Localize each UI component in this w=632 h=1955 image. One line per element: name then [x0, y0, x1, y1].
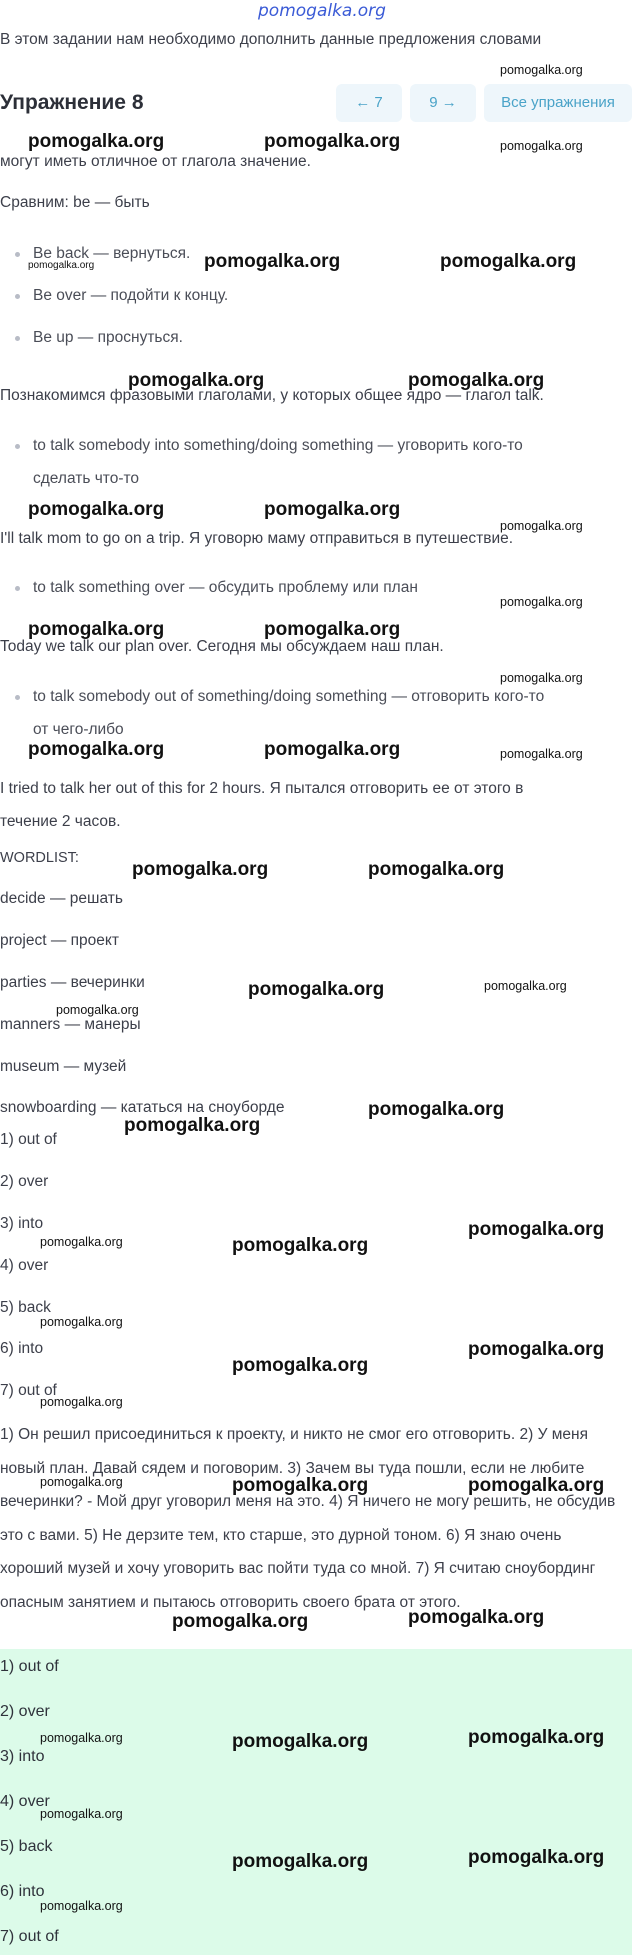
watermark: pomogalka.org [468, 1475, 605, 1496]
watermark: pomogalka.org [500, 519, 583, 533]
prev-exercise-label: 7 [374, 94, 383, 111]
wordlist-item: project — проект [0, 932, 119, 949]
watermark: pomogalka.org [232, 1475, 369, 1496]
wordlist-item: manners — манеры [0, 1016, 141, 1033]
watermark: pomogalka.org [248, 979, 385, 1000]
solution-item: 6) into [0, 1340, 44, 1357]
watermark: pomogalka.org [500, 747, 583, 761]
answer-item: 5) back [0, 1838, 53, 1855]
watermark: pomogalka.org [28, 260, 95, 271]
answer-item: 4) over [0, 1793, 50, 1810]
watermark: pomogalka.org [128, 370, 265, 391]
be-over-item: Be over — подойти к концу. [33, 287, 229, 304]
watermark: pomogalka.org [40, 1235, 123, 1249]
talk-over-item: to talk something over — обсудить проблему или план [33, 579, 418, 596]
talk-into-item: to talk somebody into something/doing something — уговорить кого-то [33, 437, 523, 454]
solution-item: 1) out of [0, 1131, 57, 1148]
answer-item: 3) into [0, 1748, 45, 1765]
prev-exercise-button[interactable] [336, 84, 402, 122]
watermark: pomogalka.org [468, 1219, 605, 1240]
talk-intro: Познакомимся фразовыми глаголами, у которых общее ядро — глагол talk. [0, 387, 544, 404]
compare-text: Сравним: be — быть [0, 194, 150, 211]
watermark: pomogalka.org [264, 619, 401, 640]
watermark: pomogalka.org [40, 1899, 123, 1913]
watermark: pomogalka.org [368, 859, 505, 880]
watermark: pomogalka.org [40, 1475, 123, 1489]
wordlist-item: parties — вечеринки [0, 974, 145, 991]
bullet-dot [15, 294, 20, 299]
bullet-dot [15, 252, 20, 257]
be-back-item: Be back — вернуться. [33, 245, 191, 262]
watermark: pomogalka.org [500, 139, 583, 153]
watermark: pomogalka.org [232, 1355, 369, 1376]
talk-into-item-cont: сделать что-то [33, 470, 140, 487]
watermark: pomogalka.org [368, 1099, 505, 1120]
talk-into-example: I'll talk mom to go on a trip. Я уговорю маму отправиться в путешествие. [0, 530, 514, 547]
talk-out-item-cont: от чего-либо [33, 721, 124, 738]
watermark: pomogalka.org [132, 859, 269, 880]
watermark: pomogalka.org [264, 499, 401, 520]
watermark: pomogalka.org [28, 131, 165, 152]
bullet-dot [15, 695, 20, 700]
watermark: pomogalka.org [172, 1611, 309, 1632]
watermark: pomogalka.org [28, 499, 165, 520]
watermark: pomogalka.org [204, 251, 341, 272]
wordlist-item: museum — музей [0, 1058, 127, 1075]
watermark: pomogalka.org [40, 1315, 123, 1329]
solution-item: 2) over [0, 1173, 49, 1190]
translation-paragraph: 1) Он решил присоединиться к проекту, и никто не смог его отговорить. 2) У меня новый план. Давай сядем и поговорим. 3) Зачем вы туда пошли, если не любите вечеринки? - Мой друг уговорил меня на это. 4) Я ничего не могу решить, не обсудив это с вами. 5) Не дерзите тем, кто старше, это дурной тоном. 6) Я знаю очень хороший музей и хочу уговорить вас пойти туда со мной. 7) Я считаю сноубординг опасным занятием и пытаюсь отговорить своего брата от этого. [0, 1426, 616, 1611]
answer-item: 1) out of [0, 1658, 59, 1675]
bullet-dot [15, 586, 20, 591]
watermark: pomogalka.org [468, 1727, 605, 1748]
arrow-right-icon: → [441, 94, 457, 111]
watermark: pomogalka.org [500, 63, 583, 77]
wordlist-heading: WORDLIST: [0, 850, 79, 866]
solution-item: 4) over [0, 1257, 49, 1274]
answer-item: 7) out of [0, 1928, 59, 1945]
intro-text: В этом задании нам необходимо дополнить данные предложения словами [0, 31, 542, 48]
wordlist-item: decide — решать [0, 890, 123, 907]
talk-out-example-cont: течение 2 часов. [0, 813, 121, 830]
all-exercises-button[interactable]: Все упражнения [484, 84, 632, 122]
bullet-dot [15, 336, 20, 341]
watermark: pomogalka.org [40, 1731, 123, 1745]
watermark: pomogalka.org [264, 739, 401, 760]
watermark: pomogalka.org [484, 979, 567, 993]
exercise-title: Упражнение 8 [0, 91, 144, 114]
watermark: pomogalka.org [468, 1339, 605, 1360]
next-exercise-button[interactable] [410, 84, 476, 122]
watermark: pomogalka.org [28, 619, 165, 640]
answer-item: 6) into [0, 1883, 45, 1900]
watermark: pomogalka.org [232, 1235, 369, 1256]
answer-item: 2) over [0, 1703, 50, 1720]
watermark: pomogalka.org [440, 251, 577, 272]
solution-item: 3) into [0, 1215, 44, 1232]
talk-out-item: to talk somebody out of something/doing something — отговорить кого-то [33, 688, 545, 705]
watermark: pomogalka.org [40, 1807, 123, 1821]
explanation-line: могут иметь отличное от глагола значение. [0, 153, 311, 170]
watermark: pomogalka.org [28, 739, 165, 760]
watermark: pomogalka.org [232, 1851, 369, 1872]
watermark: pomogalka.org [468, 1847, 605, 1868]
bullet-dot [15, 444, 20, 449]
watermark: pomogalka.org [408, 1607, 545, 1628]
watermark: pomogalka.org [264, 131, 401, 152]
talk-out-example: I tried to talk her out of this for 2 hours. Я пытался отговорить ее от этого в [0, 780, 524, 797]
watermark: pomogalka.org [408, 370, 545, 391]
watermark: pomogalka.org [500, 595, 583, 609]
wordlist-item: snowboarding — кататься на сноуборде [0, 1099, 285, 1116]
watermark: pomogalka.org [500, 671, 583, 685]
site-logo[interactable]: pomogalka.org [258, 1, 386, 21]
watermark: pomogalka.org [232, 1731, 369, 1752]
next-exercise-label: 9 [429, 94, 438, 111]
talk-over-example: Today we talk our plan over. Сегодня мы обсуждаем наш план. [0, 638, 444, 655]
watermark: pomogalka.org [56, 1003, 139, 1017]
watermark: pomogalka.org [124, 1115, 261, 1136]
solution-item: 7) out of [0, 1382, 57, 1399]
watermark: pomogalka.org [40, 1395, 123, 1409]
arrow-left-icon: ← [355, 94, 371, 111]
be-up-item: Be up — проснуться. [33, 329, 183, 346]
solution-item: 5) back [0, 1299, 51, 1316]
